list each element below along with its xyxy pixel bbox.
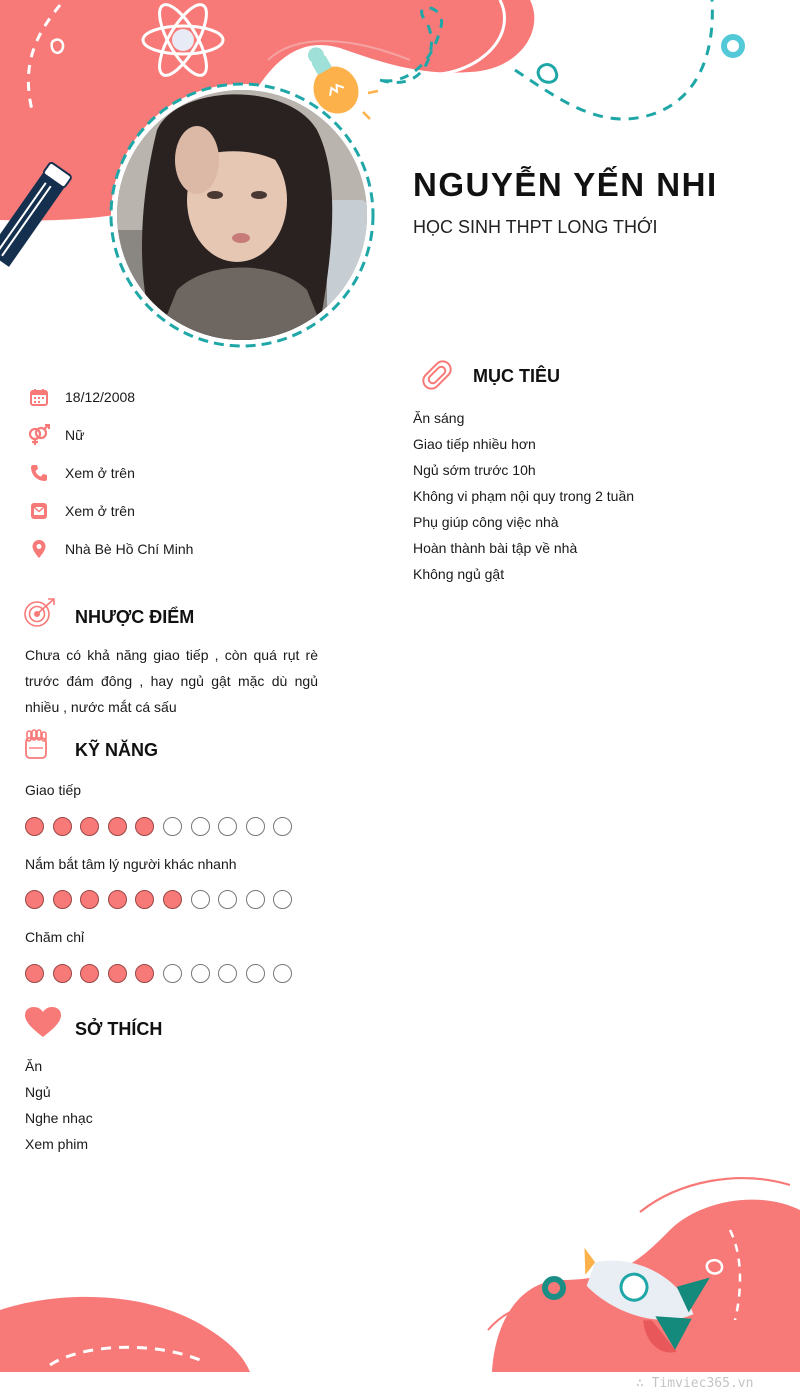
rating-dot-empty <box>246 964 265 983</box>
rating-dot-filled <box>53 817 72 836</box>
hobby-item: Xem phim <box>25 1136 89 1152</box>
rating-dot-filled <box>135 890 154 909</box>
phone-icon <box>25 459 53 487</box>
rating-dot-filled <box>80 964 99 983</box>
rating-dot-empty <box>163 964 182 983</box>
footer-decoration <box>0 1160 800 1398</box>
goals-heading: MỤC TIÊU <box>473 366 560 386</box>
email-value: Xem ở trên <box>65 503 135 519</box>
goal-item: Phụ giúp công việc nhà <box>413 514 559 530</box>
job-title: HỌC SINH THPT LONG THỚI <box>413 217 658 237</box>
full-name: NGUYỄN YẾN NHI <box>413 166 718 203</box>
rating-dot-filled <box>108 890 127 909</box>
rating-dot-filled <box>25 817 44 836</box>
paperclip-icon <box>415 354 459 401</box>
rating-dot-empty <box>191 890 210 909</box>
rating-dot-filled <box>25 890 44 909</box>
rating-dot-filled <box>135 964 154 983</box>
rating-dot-empty <box>163 817 182 836</box>
rating-dot-empty <box>273 890 292 909</box>
skill-label: Chăm chỉ <box>25 929 85 945</box>
heart-icon <box>24 1006 62 1043</box>
birthday-value: 18/12/2008 <box>65 389 136 405</box>
info-email <box>25 497 135 525</box>
goal-item: Hoàn thành bài tập về nhà <box>413 540 578 556</box>
weakness-heading: NHƯỢC ĐIỂM <box>75 607 195 627</box>
location-pin-icon <box>25 535 53 563</box>
info-address <box>25 535 194 563</box>
watermark: ∴ Timviec365.vn <box>636 1376 754 1391</box>
skill-label: Giao tiếp <box>25 782 82 798</box>
goal-item: Ăn sáng <box>413 410 465 426</box>
target-icon <box>24 597 58 634</box>
skill-label: Nắm bắt tâm lý người khác nhanh <box>25 856 237 872</box>
calendar-icon <box>25 383 53 411</box>
rating-dot-filled <box>163 890 182 909</box>
rating-dot-filled <box>80 817 99 836</box>
hobbies-heading: SỞ THÍCH <box>75 1019 163 1039</box>
hobby-item: Nghe nhạc <box>25 1110 93 1126</box>
rating-dot-filled <box>108 817 127 836</box>
skill-rating <box>25 964 292 983</box>
rating-dot-empty <box>273 817 292 836</box>
rating-dot-empty <box>191 817 210 836</box>
rating-dot-filled <box>108 964 127 983</box>
rating-dot-filled <box>135 817 154 836</box>
address-value: Nhà Bè Hồ Chí Minh <box>65 541 194 557</box>
rating-dot-empty <box>246 890 265 909</box>
gender-icon <box>25 421 53 449</box>
rating-dot-empty <box>218 817 237 836</box>
rating-dot-filled <box>53 964 72 983</box>
skill-rating <box>25 817 292 836</box>
info-phone <box>25 459 135 487</box>
fist-icon <box>24 728 48 765</box>
rating-dot-filled <box>80 890 99 909</box>
goal-item: Không ngủ gật <box>413 566 505 582</box>
goal-item: Không vi phạm nội quy trong 2 tuần <box>413 488 635 504</box>
phone-value: Xem ở trên <box>65 465 135 481</box>
goal-item: Ngủ sớm trước 10h <box>413 462 536 478</box>
profile-photo <box>117 90 367 340</box>
hobby-item: Ngủ <box>25 1084 51 1100</box>
rating-dot-filled <box>53 890 72 909</box>
rating-dot-filled <box>25 964 44 983</box>
rating-dot-empty <box>218 964 237 983</box>
info-birthday <box>25 383 136 411</box>
weakness-text: Chưa có khả năng giao tiếp , còn quá rụt rè trước đám đông , hay ngủ gật mặc dù ngủ nhiều , nước mắt cá sấu <box>25 647 318 715</box>
skill-rating <box>25 890 292 909</box>
goal-item: Giao tiếp nhiều hơn <box>413 436 536 452</box>
email-icon <box>25 497 53 525</box>
rating-dot-empty <box>246 817 265 836</box>
hobby-item: Ăn <box>25 1058 43 1074</box>
skills-heading: KỸ NĂNG <box>75 740 159 760</box>
info-gender <box>25 421 85 449</box>
rating-dot-empty <box>218 890 237 909</box>
rating-dot-empty <box>273 964 292 983</box>
gender-value: Nữ <box>65 427 85 443</box>
rating-dot-empty <box>191 964 210 983</box>
